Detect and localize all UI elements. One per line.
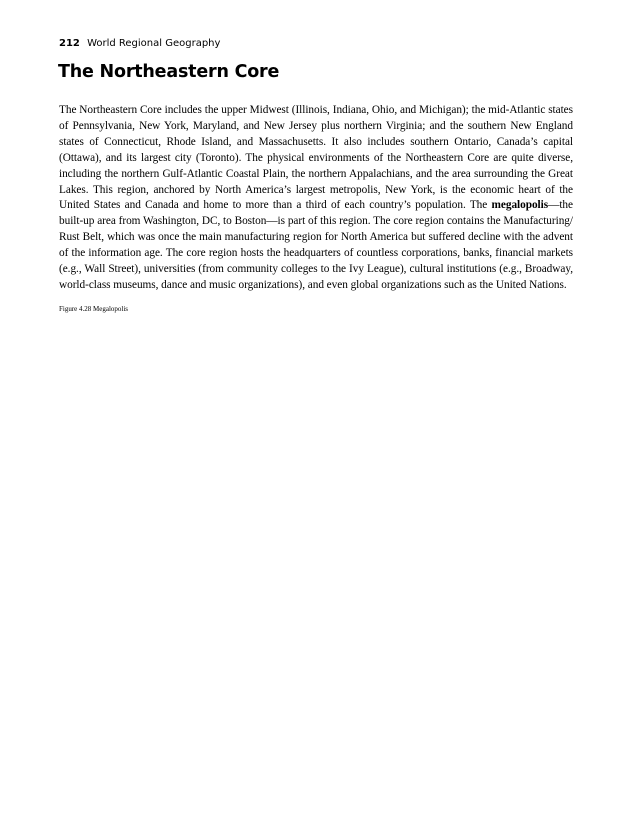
section-title: The Northeastern Core [58, 62, 280, 82]
book-title: World Regional Geography [87, 38, 221, 49]
page-number: 212 [59, 38, 80, 49]
paragraph-text-after-term: —the built-up area from Washington, DC, to Boston—is part of this region. The core region contains the Manufacturing/ Rust Belt, which was once the main manufacturing region for North America but suffered decline with the advent of the information age. The core region hosts the headquarters of countless corporations, banks, financial markets (e.g., Wall Street), universities (from community colleges to the Ivy League), cultural institutions (e.g., Broadway, world-class museums, dance and music organizations), and even global organizations such as the United Nations. [59, 199, 573, 291]
paragraph-text-before-term: The Northeastern Core includes the upper Midwest (Illinois, Indiana, Ohio, and Michigan); the mid-Atlantic states of Pennsylvania, New York, Maryland, and New Jersey plus northern Virginia; and the southern New England states of Connecticut, Rhode Island, and Massachusetts. It also includes southern Ontario, Canada’s capital (Ottawa), and its largest city (Toronto). The physical environments of the Northeastern Core are quite diverse, including the northern Gulf-Atlantic Coastal Plain, the northern Appalachians, and the area surrounding the Great Lakes. This region, anchored by North America’s largest metropolis, New York, is the economic heart of the United States and Canada and home to more than a third of each country’s population. The [59, 104, 573, 212]
running-header [59, 38, 220, 50]
figure-caption: Figure 4.28 Megalopolis [59, 305, 129, 313]
body-paragraph [59, 103, 573, 294]
key-term-megalopolis: megalopolis [491, 199, 549, 212]
